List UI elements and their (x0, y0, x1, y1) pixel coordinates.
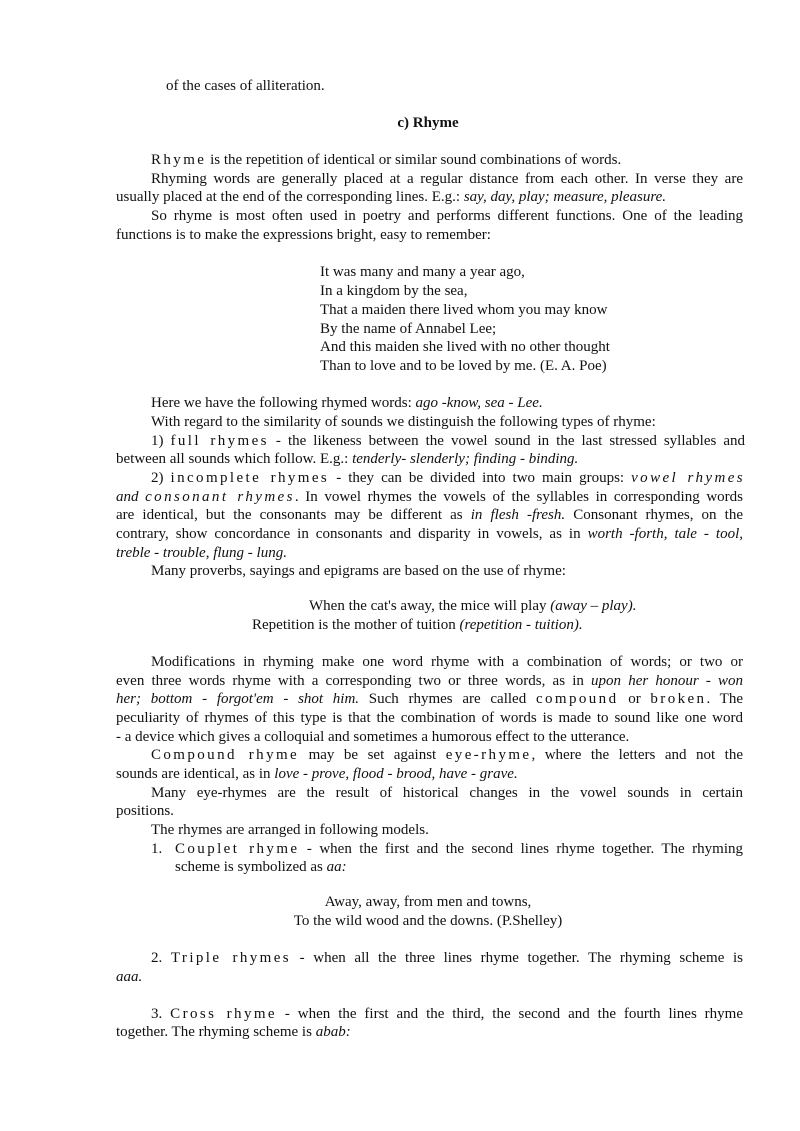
paragraph-line: usually placed at the end of the corresponding lines. E.g.: say, day, play; measure, pleasure. (116, 189, 667, 205)
section-heading: c) Rhyme (397, 115, 459, 131)
paragraph-line: together. The rhyming scheme is abab: (116, 1024, 351, 1040)
poem-line: And this maiden she lived with no other thought (320, 339, 610, 355)
paragraph-line: contrary, show concordance in consonants and disparity in vowels, as in worth -forth, tale - tool, (116, 526, 743, 542)
paragraph-line: sounds are identical, as in love - prove, flood - brood, have - grave. (116, 766, 518, 782)
verse-line: To the wild wood and the downs. (P.Shelley) (293, 913, 563, 929)
list-number: 1. (151, 841, 163, 857)
paragraph-line: aaa. (116, 969, 143, 985)
paragraph-line: Here we have the following rhymed words: ago -know, sea - Lee. (151, 395, 543, 411)
paragraph-line: between all sounds which follow. E.g.: tenderly- slenderly; finding - binding. (116, 451, 579, 467)
poem-line: In a kingdom by the sea, (320, 283, 468, 299)
poem-line: That a maiden there lived whom you may know (320, 302, 608, 318)
proverb-line: When the cat's away, the mice will play (away – play). (309, 598, 637, 614)
paragraph-line: functions is to make the expressions bright, easy to remember: (116, 227, 491, 243)
poem-line: Than to love and to be loved by me. (E. A. Poe) (320, 358, 607, 374)
paragraph-line: Rhyming words are generally placed at a regular distance from each other. In verse they are (151, 171, 743, 187)
triple-rhyme-line: 2. Triple rhymes - when all the three lines rhyme together. The rhyming scheme is (151, 950, 743, 966)
paragraph-line: are identical, but the consonants may be different as in flesh -fresh. Consonant rhymes, on the (116, 507, 743, 523)
definition-line: Rhyme is the repetition of identical or similar sound combinations of words. (151, 152, 622, 168)
cross-rhyme-line: 3. Cross rhyme - when the first and the third, the second and the fourth lines rhyme (151, 1006, 744, 1022)
paragraph-line: peculiarity of rhymes of this type is that the combination of words is made to sound like one word (116, 710, 743, 726)
paragraph-line: and consonant rhymes. In vowel rhymes the vowels of the syllables in corresponding words (116, 489, 743, 505)
paragraph-line: Compound rhyme may be set against eye-rhyme, where the letters and not the (151, 747, 743, 763)
incomplete-rhyme-line: 2) incomplete rhymes - they can be divided into two main groups: vowel rhymes (151, 470, 745, 486)
full-rhyme-line: 1) full rhymes - the likeness between the vowel sound in the last stressed syllables and (151, 433, 746, 449)
paragraph-line: Many eye-rhymes are the result of historical changes in the vowel sounds in certain (151, 785, 743, 801)
paragraph-line: So rhyme is most often used in poetry and performs different functions. One of the leading (151, 208, 743, 224)
paragraph-line: Modifications in rhyming make one word rhyme with a combination of words; or two or (151, 654, 743, 670)
poem-line: It was many and many a year ago, (320, 264, 525, 280)
paragraph-line: With regard to the similarity of sounds we distinguish the following types of rhyme: (151, 414, 656, 430)
paragraph-line: positions. (116, 803, 174, 819)
couplet-rhyme-line: Couplet rhyme - when the first and the second lines rhyme together. The rhyming (175, 841, 743, 857)
poem-line: By the name of Annabel Lee; (320, 321, 497, 337)
paragraph-line: scheme is symbolized as aa: (175, 859, 347, 875)
paragraph-line: even three words rhyme with a corresponding two or three words, as in upon her honour - won (116, 673, 743, 689)
paragraph-line: of the cases of alliteration. (166, 78, 325, 94)
paragraph-line: treble - trouble, flung - lung. (116, 545, 287, 561)
paragraph-line: Many proverbs, sayings and epigrams are based on the use of rhyme: (151, 563, 566, 579)
paragraph-line: The rhymes are arranged in following models. (151, 822, 429, 838)
verse-line: Away, away, from men and towns, (324, 894, 532, 910)
paragraph-line: her; bottom - forgot'em - shot him. Such rhymes are called compound or broken. The (116, 691, 743, 707)
paragraph-line: - a device which gives a colloquial and sometimes a humorous effect to the utterance. (116, 729, 630, 745)
proverb-line: Repetition is the mother of tuition (repetition - tuition). (252, 617, 583, 633)
